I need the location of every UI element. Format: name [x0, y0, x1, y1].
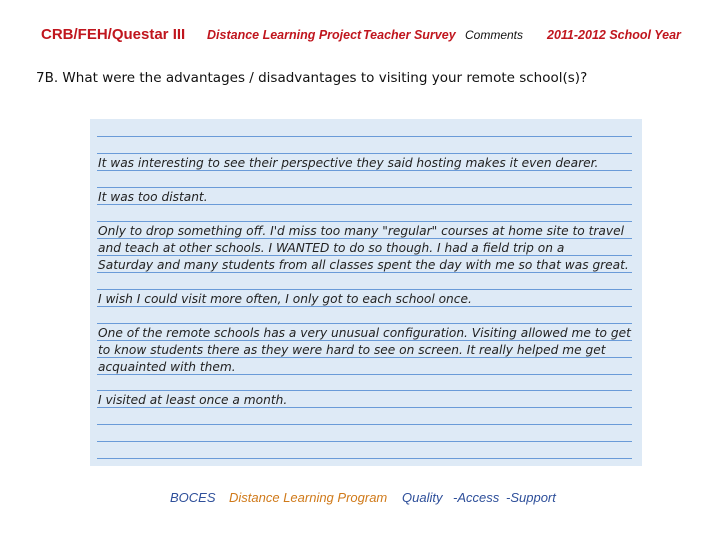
footer-boces: BOCES: [170, 490, 216, 505]
ruled-line: [97, 136, 632, 137]
answer-text: One of the remote schools has a very unusual configuration. Visiting allowed me to get: [98, 326, 631, 340]
comments-panel: [90, 119, 642, 466]
answer-text: acquainted with them.: [98, 360, 236, 374]
question-text: 7B. What were the advantages / disadvantages to visiting your remote school(s)?: [36, 70, 588, 86]
ruled-line: [97, 390, 632, 391]
header-survey: Teacher Survey: [363, 28, 456, 42]
answer-text: to know students there as they were hard to see on screen. It really helped me get: [98, 343, 606, 357]
answer-text: It was too distant.: [98, 190, 208, 204]
ruled-line: [97, 441, 632, 442]
survey-header: [41, 26, 691, 46]
header-organization: CRB/FEH/Questar III: [41, 26, 186, 43]
answer-text: It was interesting to see their perspective they said hosting makes it even dearer.: [98, 156, 599, 170]
footer-quality: Quality: [402, 490, 443, 505]
ruled-line: [97, 458, 632, 459]
answer-text: I wish I could visit more often, I only got to each school once.: [98, 292, 472, 306]
header-year: 2011-2012 School Year: [547, 28, 681, 42]
ruled-line: [97, 323, 632, 324]
answer-text: and teach at other schools. I WANTED to do so though. I had a field trip on a: [98, 241, 565, 255]
ruled-line: [97, 289, 632, 290]
ruled-line: [97, 153, 632, 154]
footer-access: -Access: [453, 490, 500, 505]
answer-text: I visited at least once a month.: [98, 393, 288, 407]
footer-program: Distance Learning Program: [229, 490, 388, 505]
header-comments: Comments: [465, 28, 524, 42]
footer: [0, 490, 720, 508]
footer-support: -Support: [506, 490, 556, 505]
ruled-line: [97, 221, 632, 222]
answer-text: Saturday and many students from all classes spent the day with me so that was great.: [98, 258, 629, 272]
header-project: Distance Learning Project: [207, 28, 362, 42]
ruled-line: [97, 424, 632, 425]
ruled-line: [97, 187, 632, 188]
answer-text: Only to drop something off. I'd miss too many "regular" courses at home site to travel: [98, 224, 624, 238]
